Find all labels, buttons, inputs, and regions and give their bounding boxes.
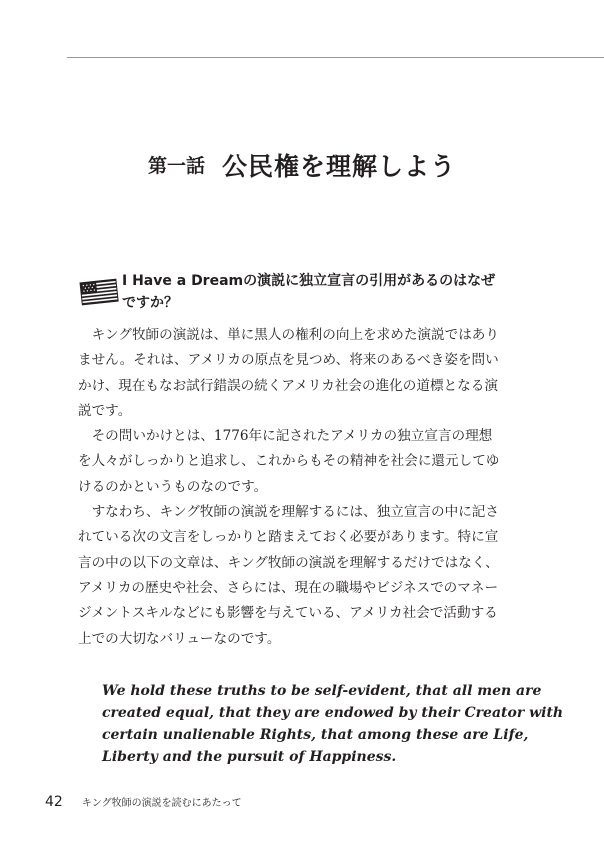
body-line: ジメントスキルなどにも影響を与えている、アメリカ社会で活動する [78, 605, 498, 622]
running-head: キング牧師の演説を読むにあたって [81, 798, 242, 809]
body-line: けるのかというものなのです。 [78, 478, 268, 495]
body-line: れている次の文言をしっかりと踏まえておく必要があります。特に宣 [78, 529, 499, 546]
question-heading [78, 270, 538, 326]
quote-line: created equal, that they are endowed by their Creator with [102, 705, 564, 721]
chapter-heading [0, 147, 604, 183]
declaration-quote [102, 680, 564, 768]
body-line: その問いかけとは、1776年に記されたアメリカの独立宣言の理想 [78, 428, 493, 445]
chapter-number: 第一話 [147, 155, 205, 177]
quote-line: Liberty and the pursuit of Happiness. [102, 749, 397, 765]
chapter-title: 公民権を理解しよう [222, 152, 457, 181]
us-flag-icon [78, 276, 120, 306]
page-number: 42 [45, 794, 63, 810]
question-line: I Have a Dreamの演説に独立宣言の引用があるのはなぜ [122, 273, 496, 289]
question-text [122, 270, 532, 314]
body-line: ません。それは、アメリカの原点を見つめ、将来のあるべき姿を問い [78, 352, 499, 369]
page-footer [45, 791, 242, 810]
body-text [78, 323, 538, 652]
question-line: ですか？ [122, 295, 178, 311]
body-line: キング牧師の演説は、単に黒人の権利の向上を求めた演説ではあり [78, 327, 499, 343]
body-line: 上での大切なバリューなのです。 [78, 630, 281, 647]
body-line: アメリカの歴史や社会、さらには、現在の職場やビジネスでのマネー [78, 579, 499, 596]
body-line: 説です。 [78, 402, 132, 419]
body-line: を人々がしっかりと追求し、これからもその精神を社会に還元してゆ [78, 453, 500, 470]
body-line: すなわち、キング牧師の演説を理解するには、独立宣言の中に記さ [78, 504, 499, 521]
quote-line: certain unalienable Rights, that among these are Life, [102, 727, 529, 743]
quote-line: We hold these truths to be self-evident, that all men are [102, 683, 542, 699]
header-rule [67, 57, 604, 58]
body-line: 言の中の以下の文章は、キング牧師の演説を理解するだけではなく、 [78, 554, 499, 571]
body-line: かけ、現在もなお試行錯誤の続くアメリカ社会の進化の道標となる演 [78, 377, 498, 394]
